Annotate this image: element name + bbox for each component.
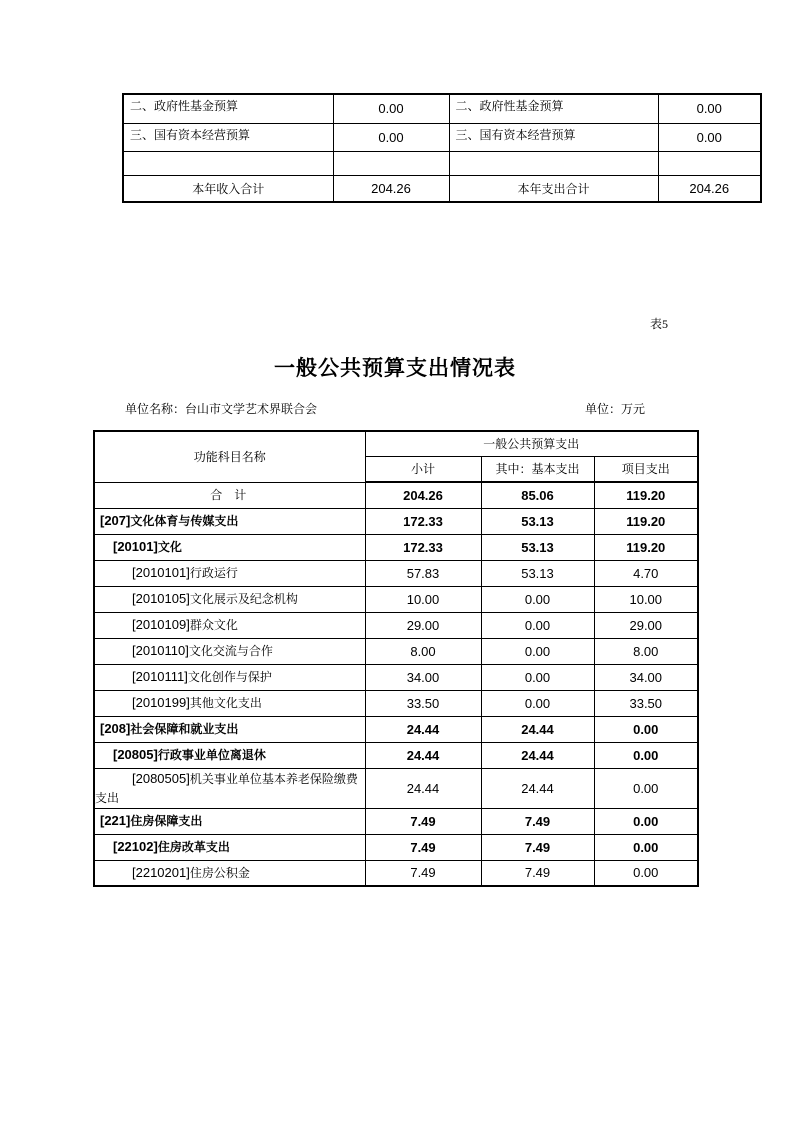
- table-row: [94, 768, 698, 808]
- summary-left-value: 204.26: [333, 175, 449, 202]
- subject-code: [2010110]: [132, 643, 189, 658]
- subject-code: [2010105]: [132, 591, 190, 606]
- subject-code: [20101]: [113, 539, 158, 554]
- expenditure-table-body: [94, 482, 698, 886]
- summary-left-value: 0.00: [333, 123, 449, 151]
- subject-code: [20805]: [113, 747, 158, 762]
- basic-expenditure-value: 0.00: [481, 664, 594, 690]
- subject-cell: [94, 664, 365, 690]
- project-expenditure-value: 0.00: [594, 742, 698, 768]
- summary-row: [123, 151, 761, 175]
- summary-row: [123, 94, 761, 123]
- subject-cell: [94, 768, 365, 808]
- subject-name: 文化: [157, 540, 182, 554]
- project-expenditure-value: 10.00: [594, 586, 698, 612]
- basic-expenditure-value: 24.44: [481, 768, 594, 808]
- subject-cell: [94, 860, 365, 886]
- basic-expenditure-value: 24.44: [481, 716, 594, 742]
- table-row: [94, 586, 698, 612]
- basic-expenditure-value: 0.00: [481, 638, 594, 664]
- page-title: 一般公共预算支出情况表: [274, 356, 516, 380]
- summary-right-value: 0.00: [658, 123, 761, 151]
- subtotal-value: 172.33: [365, 534, 481, 560]
- subject-cell: [94, 808, 365, 834]
- subject-code: [2010109]: [132, 617, 190, 632]
- subtotal-value: 34.00: [365, 664, 481, 690]
- subject-cell: [94, 716, 365, 742]
- subject-cell: [94, 742, 365, 768]
- subject-name: 机关事业单位基本养老保险缴费支出: [95, 771, 358, 805]
- summary-left-value: [333, 151, 449, 175]
- subtotal-value: 172.33: [365, 508, 481, 534]
- subject-name: 住房公积金: [189, 865, 250, 880]
- subject-name: 群众文化: [189, 618, 238, 632]
- basic-expenditure-value: 0.00: [481, 586, 594, 612]
- subtotal-value: 24.44: [365, 768, 481, 808]
- project-expenditure-value: 34.00: [594, 664, 698, 690]
- unit-row: [125, 400, 645, 417]
- summary-right-label: 二、政府性基金预算: [449, 94, 658, 123]
- subject-name: 合 计: [210, 488, 247, 502]
- summary-row: [123, 175, 761, 202]
- header-group: 一般公共预算支出: [365, 431, 698, 456]
- subtotal-value: 8.00: [365, 638, 481, 664]
- summary-right-value: [658, 151, 761, 175]
- table-row: [94, 742, 698, 768]
- subject-code: [208]: [100, 721, 131, 736]
- project-expenditure-value: 119.20: [594, 508, 698, 534]
- header-project: 项目支出: [594, 456, 698, 482]
- table-row: [94, 834, 698, 860]
- basic-expenditure-value: 85.06: [481, 482, 594, 508]
- subject-name: 文化体育与传媒支出: [130, 514, 239, 528]
- subject-cell: [94, 612, 365, 638]
- subtotal-value: 7.49: [365, 834, 481, 860]
- subject-name: 住房改革支出: [157, 840, 230, 854]
- subtotal-value: 10.00: [365, 586, 481, 612]
- project-expenditure-value: 29.00: [594, 612, 698, 638]
- subtotal-value: 24.44: [365, 716, 481, 742]
- subject-name: 住房保障支出: [130, 814, 203, 828]
- summary-left-value: 0.00: [333, 94, 449, 123]
- subject-cell: [94, 482, 365, 508]
- header-row-group: [94, 431, 698, 456]
- table-row: [94, 508, 698, 534]
- project-expenditure-value: 0.00: [594, 716, 698, 742]
- summary-left-label: 三、国有资本经营预算: [123, 123, 333, 151]
- subject-name: 文化展示及纪念机构: [189, 592, 298, 606]
- project-expenditure-value: 33.50: [594, 690, 698, 716]
- table-row: [94, 534, 698, 560]
- summary-right-label: 本年支出合计: [449, 175, 658, 202]
- subtotal-value: 7.49: [365, 860, 481, 886]
- subject-cell: [94, 586, 365, 612]
- project-expenditure-value: 119.20: [594, 482, 698, 508]
- table-row: [94, 808, 698, 834]
- project-expenditure-value: 0.00: [594, 834, 698, 860]
- summary-left-label: [123, 151, 333, 175]
- header-basic: 其中：基本支出: [481, 456, 594, 482]
- subtotal-value: 33.50: [365, 690, 481, 716]
- project-expenditure-value: 8.00: [594, 638, 698, 664]
- basic-expenditure-value: 53.13: [481, 508, 594, 534]
- table-row: [94, 860, 698, 886]
- subject-name: 行政运行: [189, 566, 238, 580]
- subject-cell: [94, 638, 365, 664]
- table-row: [94, 638, 698, 664]
- subject-name: 社会保障和就业支出: [130, 722, 239, 736]
- summary-right-label: [449, 151, 658, 175]
- project-expenditure-value: 0.00: [594, 860, 698, 886]
- project-expenditure-value: 119.20: [594, 534, 698, 560]
- subject-name: 文化创作与保护: [187, 670, 272, 684]
- basic-expenditure-value: 7.49: [481, 860, 594, 886]
- unit-name-label: 单位名称：台山市文学艺术界联合会: [125, 402, 318, 416]
- summary-table-body: [123, 94, 761, 202]
- basic-expenditure-value: 7.49: [481, 808, 594, 834]
- subject-code: [221]: [100, 813, 131, 828]
- subject-cell: [94, 534, 365, 560]
- subject-name: 行政事业单位离退休: [157, 748, 266, 762]
- summary-left-label: 二、政府性基金预算: [123, 94, 333, 123]
- subject-cell: [94, 560, 365, 586]
- basic-expenditure-value: 0.00: [481, 690, 594, 716]
- table-row: [94, 612, 698, 638]
- basic-expenditure-value: 0.00: [481, 612, 594, 638]
- summary-table: [122, 93, 762, 203]
- subject-code: [2010101]: [132, 565, 190, 580]
- subject-cell: [94, 834, 365, 860]
- subject-name: 其他文化支出: [189, 696, 262, 710]
- table-row: [94, 664, 698, 690]
- table-row: [94, 482, 698, 508]
- subject-code: [22102]: [113, 839, 158, 854]
- subject-name: 文化交流与合作: [188, 644, 273, 658]
- subject-cell: [94, 508, 365, 534]
- table-row: [94, 716, 698, 742]
- basic-expenditure-value: 24.44: [481, 742, 594, 768]
- subject-code: [2080505]: [132, 770, 190, 786]
- header-subtotal: 小计: [365, 456, 481, 482]
- summary-left-label: 本年收入合计: [123, 175, 333, 202]
- summary-row: [123, 123, 761, 151]
- expenditure-table: [93, 430, 699, 887]
- summary-right-label: 三、国有资本经营预算: [449, 123, 658, 151]
- subject-code: [2210201]: [132, 864, 190, 880]
- basic-expenditure-value: 53.13: [481, 560, 594, 586]
- summary-right-value: 0.00: [658, 94, 761, 123]
- header-subject: 功能科目名称: [94, 431, 365, 482]
- expenditure-table-header: [94, 431, 698, 482]
- project-expenditure-value: 0.00: [594, 808, 698, 834]
- subject-code: [207]: [100, 513, 131, 528]
- subtotal-value: 29.00: [365, 612, 481, 638]
- table-row: [94, 690, 698, 716]
- basic-expenditure-value: 7.49: [481, 834, 594, 860]
- basic-expenditure-value: 53.13: [481, 534, 594, 560]
- subject-code: [2010199]: [132, 695, 190, 710]
- unit-label: 单位：万元: [584, 402, 645, 416]
- subject-code: [2010111]: [132, 669, 188, 684]
- subtotal-value: 204.26: [365, 482, 481, 508]
- project-expenditure-value: 4.70: [594, 560, 698, 586]
- subtotal-value: 7.49: [365, 808, 481, 834]
- subtotal-value: 24.44: [365, 742, 481, 768]
- table-row: [94, 560, 698, 586]
- project-expenditure-value: 0.00: [594, 768, 698, 808]
- subtotal-value: 57.83: [365, 560, 481, 586]
- table-number-label: 表5: [650, 317, 669, 331]
- summary-right-value: 204.26: [658, 175, 761, 202]
- subject-cell: [94, 690, 365, 716]
